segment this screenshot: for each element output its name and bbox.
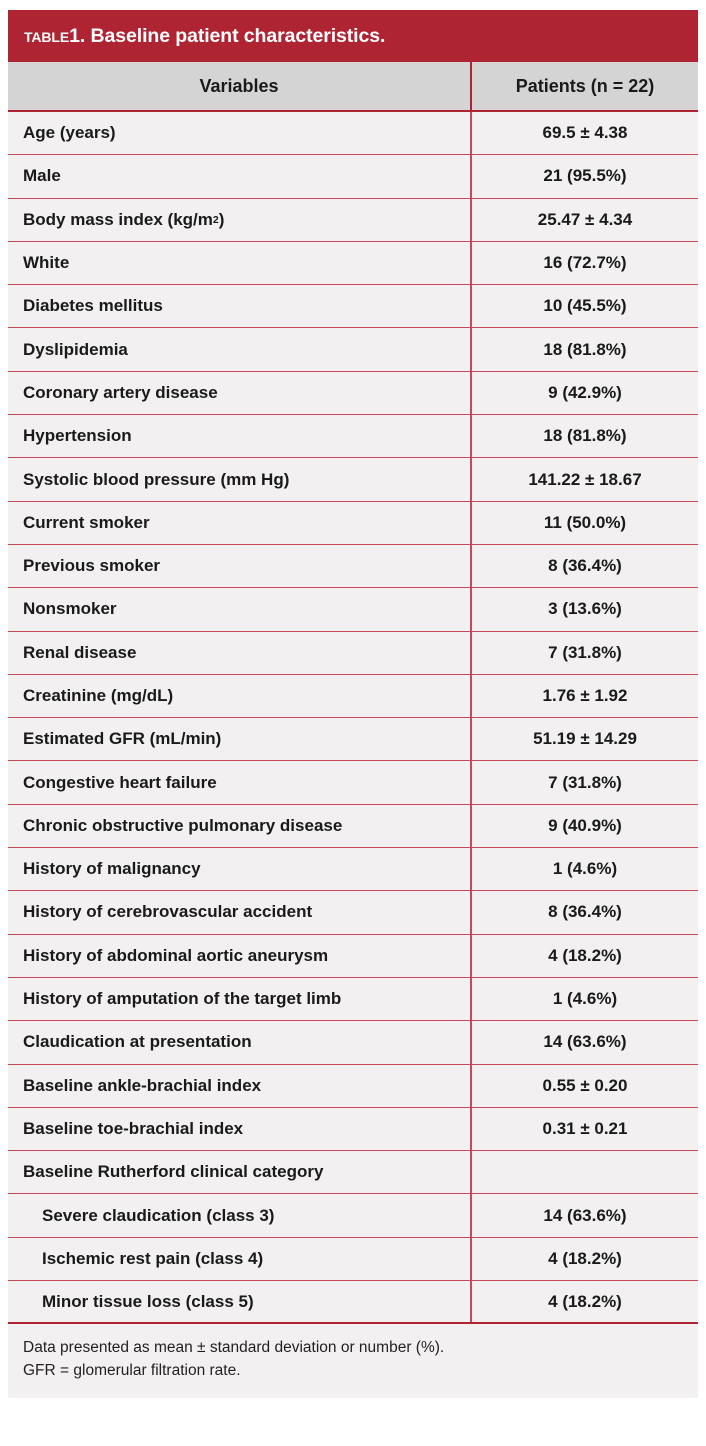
table-row (8, 502, 698, 545)
table-row (8, 415, 698, 458)
table-row (8, 891, 698, 934)
cell-value: 9 (40.9%) (470, 805, 698, 847)
cell-value: 7 (31.8%) (470, 761, 698, 803)
cell-value: 1 (4.6%) (470, 848, 698, 890)
table-row (8, 805, 698, 848)
cell-value: 11 (50.0%) (470, 502, 698, 544)
table-row (8, 1194, 698, 1237)
cell-value: 4 (18.2%) (470, 935, 698, 977)
cell-value: 25.47 ± 4.34 (470, 199, 698, 241)
cell-variable: History of malignancy (23, 859, 201, 879)
cell-variable: Claudication at presentation (23, 1032, 252, 1052)
cell-value: 16 (72.7%) (470, 242, 698, 284)
cell-variable: Male (23, 166, 61, 186)
cell-variable: Creatinine (mg/dL) (23, 686, 174, 705)
table-label: table (24, 24, 70, 47)
cell-variable: Coronary artery disease (23, 382, 218, 402)
column-header-patients: Patients (n = 22) (470, 62, 698, 110)
table-footnotes (8, 1324, 698, 1398)
cell-value: 141.22 ± 18.67 (470, 458, 698, 500)
footnote-line: Data presented as mean ± standard deviation or number (%). (23, 1339, 445, 1357)
cell-variable: Congestive heart failure (23, 772, 217, 792)
page-title (24, 24, 385, 48)
table-row (8, 935, 698, 978)
cell-variable: Chronic obstructive pulmonary disease (23, 815, 343, 835)
table-row (8, 761, 698, 804)
table-row (8, 1021, 698, 1064)
cell-variable: Age (years) (23, 123, 116, 143)
cell-value: 0.31 ± 0.21 (470, 1108, 698, 1150)
cell-value: 14 (63.6%) (470, 1194, 698, 1236)
cell-value: 1.76 ± 1.92 (470, 675, 698, 717)
cell-variable: History of amputation of the target limb (23, 989, 342, 1009)
cell-value (470, 1151, 698, 1193)
cell-value: 21 (95.5%) (470, 155, 698, 197)
table-row (8, 848, 698, 891)
cell-value: 9 (42.9%) (470, 372, 698, 414)
table-row (8, 155, 698, 198)
cell-variable: Minor tissue loss (class 5) (42, 1291, 254, 1311)
cell-variable: Baseline ankle-brachial index (23, 1075, 262, 1095)
cell-value: 69.5 ± 4.38 (470, 112, 698, 154)
cell-variable: Current smoker (23, 512, 150, 532)
cell-value: 4 (18.2%) (470, 1281, 698, 1322)
cell-variable: Nonsmoker (23, 599, 117, 619)
cell-value: 3 (13.6%) (470, 588, 698, 630)
footnote-line: GFR = glomerular filtration rate. (23, 1361, 241, 1379)
table-row (8, 1151, 698, 1194)
cell-variable: Ischemic rest pain (class 4) (42, 1248, 264, 1268)
cell-variable: Diabetes mellitus (23, 296, 163, 316)
cell-variable: Baseline toe-brachial index (23, 1118, 244, 1138)
table-row (8, 978, 698, 1021)
table-row (8, 632, 698, 675)
cell-value: 7 (31.8%) (470, 632, 698, 674)
table-row (8, 285, 698, 328)
table-body (8, 112, 698, 1324)
table-row (8, 1108, 698, 1151)
cell-value: 0.55 ± 0.20 (470, 1065, 698, 1107)
table-row (8, 328, 698, 371)
table-row (8, 675, 698, 718)
cell-variable: Baseline Rutherford clinical category (23, 1162, 324, 1182)
cell-variable: Severe claudication (class 3) (42, 1205, 275, 1225)
table-title-bar (8, 10, 698, 62)
cell-value: 10 (45.5%) (470, 285, 698, 327)
table-row (8, 718, 698, 761)
cell-variable: Hypertension (23, 426, 132, 446)
table-row (8, 545, 698, 588)
cell-value: 18 (81.8%) (470, 415, 698, 457)
cell-variable: Dyslipidemia (23, 339, 128, 359)
table-column-header (8, 62, 698, 112)
table-row (8, 588, 698, 631)
table-row (8, 242, 698, 285)
cell-value: 51.19 ± 14.29 (470, 718, 698, 760)
cell-variable: History of cerebrovascular accident (23, 902, 313, 922)
cell-value: 8 (36.4%) (470, 891, 698, 933)
cell-value: 4 (18.2%) (470, 1238, 698, 1280)
cell-value: 14 (63.6%) (470, 1021, 698, 1063)
table-row (8, 112, 698, 155)
cell-variable: White (23, 253, 70, 273)
table-row (8, 458, 698, 501)
table-row (8, 1065, 698, 1108)
table-caption: Baseline patient characteristics. (90, 25, 386, 47)
cell-value: 18 (81.8%) (470, 328, 698, 370)
table-container (8, 10, 698, 1398)
cell-variable-suffix: ) (218, 209, 225, 229)
table-row (8, 1238, 698, 1281)
cell-variable: Estimated GFR (mL/min) (23, 729, 222, 749)
cell-variable: Previous smoker (23, 556, 161, 576)
cell-variable: Systolic blood pressure (mm Hg) (23, 469, 290, 489)
cell-value: 1 (4.6%) (470, 978, 698, 1020)
table-number: 1. (69, 25, 86, 47)
column-header-variables: Variables (199, 75, 279, 96)
cell-variable: Renal disease (23, 642, 137, 662)
cell-variable: Body mass index (kg/m 2 ) (23, 209, 225, 229)
table-row (8, 372, 698, 415)
table-row (8, 199, 698, 242)
cell-variable: History of abdominal aortic aneurysm (23, 945, 329, 965)
table-row (8, 1281, 698, 1324)
cell-value: 8 (36.4%) (470, 545, 698, 587)
